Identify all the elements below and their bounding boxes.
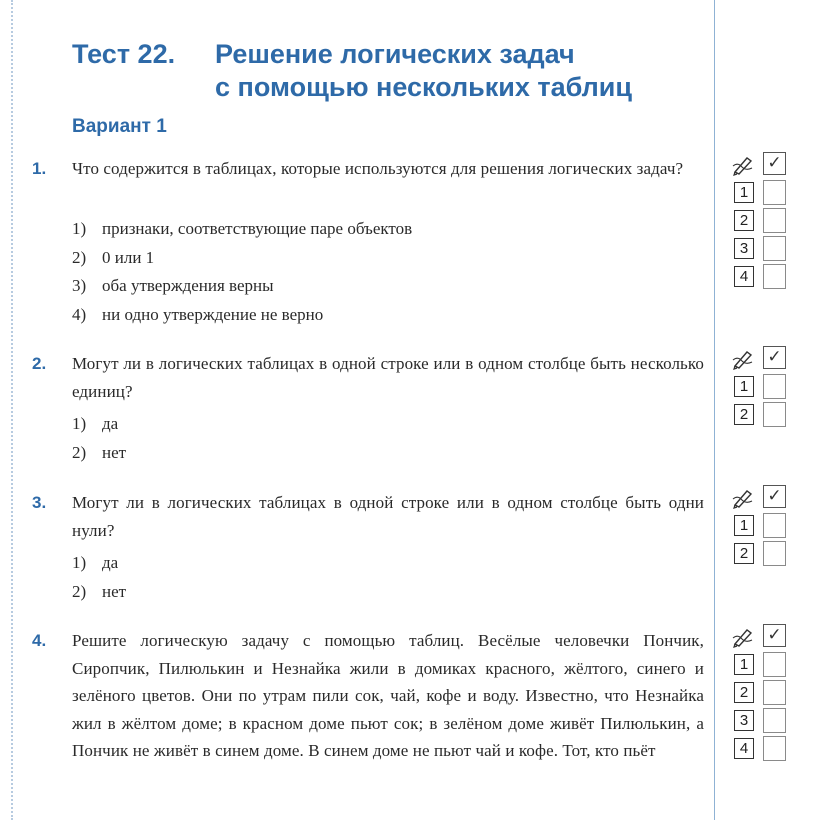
answer-header [732,485,792,513]
question-number: 1. [32,159,47,178]
pen-icon [732,154,756,176]
answer-boxes-q3 [732,485,792,569]
answer-box[interactable] [763,652,786,677]
answer-box[interactable] [763,208,786,233]
answer-box[interactable] [763,264,786,289]
variant-heading: Вариант 1 [72,116,167,137]
answer-row-4[interactable] [732,264,792,292]
answer-number: 2 [734,543,754,564]
pen-icon [732,348,756,370]
option-1: 1) да [72,553,119,572]
answer-boxes-q4 [732,624,792,764]
answer-box[interactable] [763,541,786,566]
question-number: 2. [32,354,47,373]
answer-number: 4 [734,738,754,759]
answer-row-2[interactable] [732,208,792,236]
test-title [72,38,712,104]
option-4: 4) ни одно утверждение не верно [72,304,324,324]
answer-number: 4 [734,266,754,287]
test-title-line-1: Решение логических задач [215,39,575,69]
answer-margin-line [714,0,715,820]
question-text: Могут ли в логических таблицах в одной строке или в одном столбце быть одни нули? [72,493,704,540]
answer-box[interactable] [763,513,786,538]
check-box: ✓ [763,624,786,647]
answer-boxes-q1 [732,152,792,292]
test-title-line-2: с помощью нескольких таблиц [215,72,632,102]
answer-number: 2 [734,404,754,425]
answer-header [732,624,792,652]
question-text: Решите логическую задачу с помощью таблиц. Весёлые человечки Пончик, Сиропчик, Пилюлькин и Незнайка жили в домиках красного, жёлтого, синего и зелёного цветов. Они по утрам пили сок, чай, кофе и воду. Известно, что Незнайка жил в жёлтом доме; в красном доме пьют сок; в зелёном доме живёт Пилюлькин, а Пончик не живёт в синем доме. В синем доме не пьют чай и кофе. Тот, кто пьёт [72,631,704,760]
answer-box[interactable] [763,708,786,733]
pen-icon [732,626,756,648]
options-list [72,410,126,467]
question-text: Что содержится в таблицах, которые используются для решения логических задач? [72,159,684,178]
answer-number: 1 [734,376,754,397]
answer-row-3[interactable] [732,236,792,264]
answer-row-1[interactable] [732,180,792,208]
answer-number: 3 [734,238,754,259]
answer-row-1[interactable] [732,513,792,541]
answer-box[interactable] [763,236,786,261]
answer-box[interactable] [763,402,786,427]
answer-row-3[interactable] [732,708,792,736]
options-list [72,215,412,329]
answer-row-2[interactable] [732,680,792,708]
option-2: 2) 0 или 1 [72,247,155,267]
pen-icon [732,487,756,509]
option-3: 3) оба утверждения верны [72,276,274,295]
test-number: Тест 22. [72,39,176,69]
answer-number: 1 [734,182,754,203]
answer-number: 1 [734,515,754,536]
answer-number: 2 [734,682,754,703]
option-1: 1) да [72,414,119,433]
answer-box[interactable] [763,680,786,705]
answer-box[interactable] [763,180,786,205]
answer-boxes-q2 [732,346,792,430]
answer-row-2[interactable] [732,402,792,430]
answer-number: 2 [734,210,754,231]
option-2: 2) нет [72,581,127,601]
check-box: ✓ [763,152,786,175]
answer-row-1[interactable] [732,374,792,402]
answer-row-4[interactable] [732,736,792,764]
answer-header [732,152,792,180]
answer-number: 1 [734,654,754,675]
question-number: 3. [32,493,47,512]
check-box: ✓ [763,346,786,369]
check-box: ✓ [763,485,786,508]
page-edge-dotted-line [11,0,13,820]
option-2: 2) нет [72,442,127,462]
options-list [72,549,126,606]
answer-box[interactable] [763,736,786,761]
answer-row-2[interactable] [732,541,792,569]
question-text: Могут ли в логических таблицах в одной строке или в одном столбце быть несколько единиц? [72,354,704,401]
question-number: 4. [32,631,47,650]
answer-number: 3 [734,710,754,731]
answer-header [732,346,792,374]
answer-box[interactable] [763,374,786,399]
option-1: 1) признаки, соответствующие паре объектов [72,219,413,238]
answer-row-1[interactable] [732,652,792,680]
